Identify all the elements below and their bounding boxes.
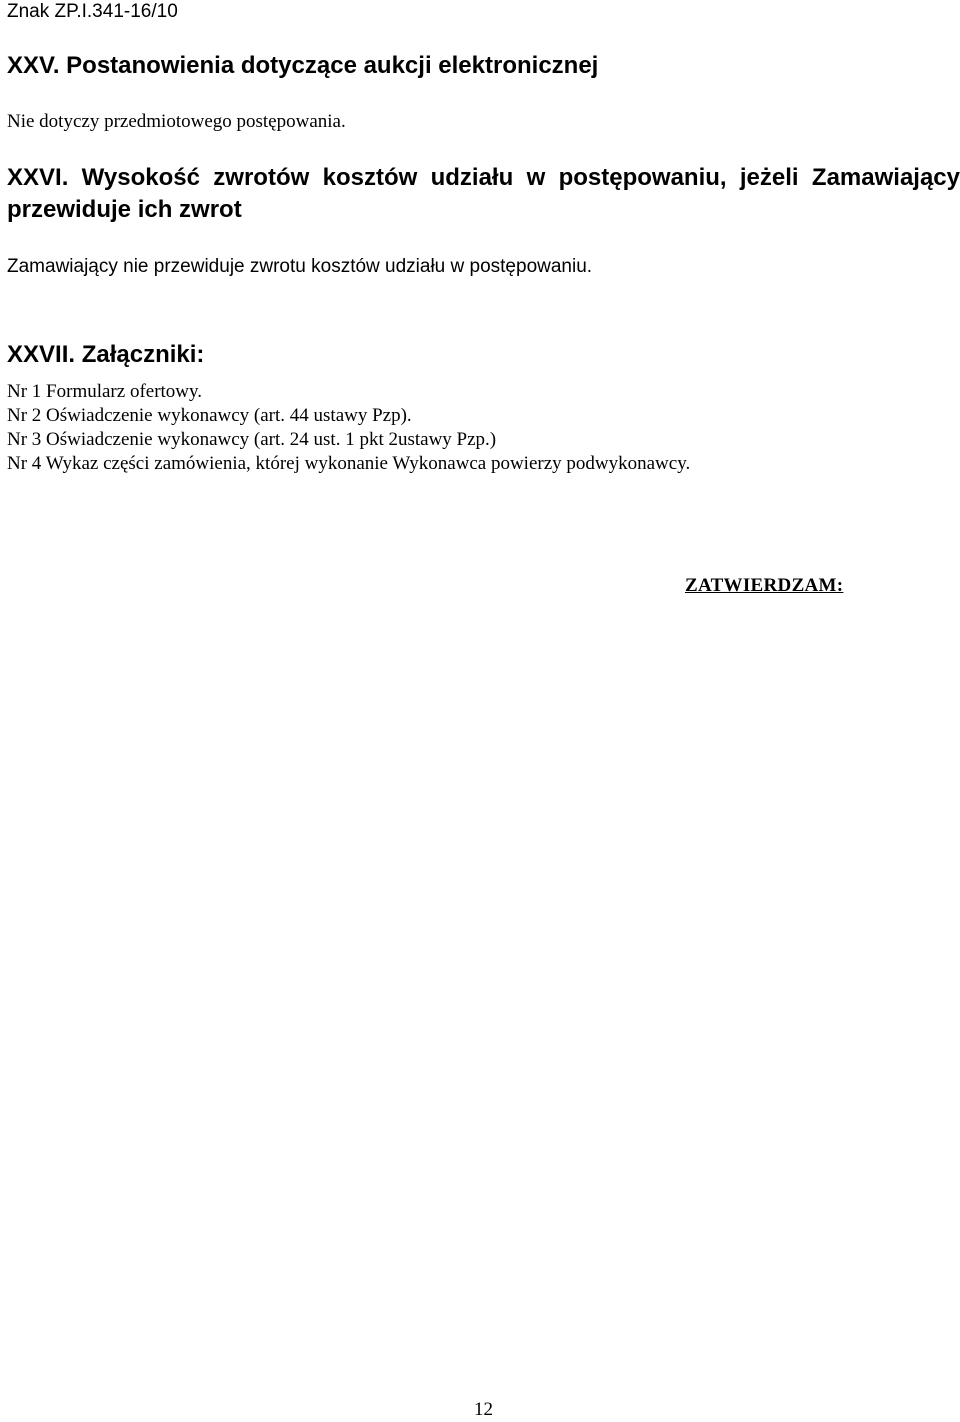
approval-label: ZATWIERDZAM: <box>685 575 844 596</box>
section-27-heading: XXVII. Załączniki: <box>7 341 205 368</box>
section-26-heading: XXVI. Wysokość zwrotów kosztów udziału w postępowaniu, jeżeli Zamawiający przewiduje ich zwrot <box>7 164 960 223</box>
attachment-item: Nr 4 Wykaz części zamówienia, której wykonanie Wykonawca powierzy podwykonawcy. <box>7 453 691 474</box>
attachment-item: Nr 2 Oświadczenie wykonawcy (art. 44 ustawy Pzp). <box>7 405 412 426</box>
attachment-item: Nr 3 Oświadczenie wykonawcy (art. 24 ust. 1 pkt 2ustawy Pzp.) <box>7 429 497 450</box>
attachments-list <box>7 380 690 476</box>
attachment-item: Nr 1 Formularz ofertowy. <box>7 381 203 402</box>
page-number: 12 <box>474 1399 493 1420</box>
section-25-text: Nie dotyczy przedmiotowego postępowania. <box>7 111 346 132</box>
document-reference: Znak ZP.I.341-16/10 <box>7 1 178 22</box>
section-25-heading: XXV. Postanowienia dotyczące aukcji elektronicznej <box>7 52 599 79</box>
section-26-text: Zamawiający nie przewiduje zwrotu kosztów udziału w postępowaniu. <box>7 256 593 277</box>
